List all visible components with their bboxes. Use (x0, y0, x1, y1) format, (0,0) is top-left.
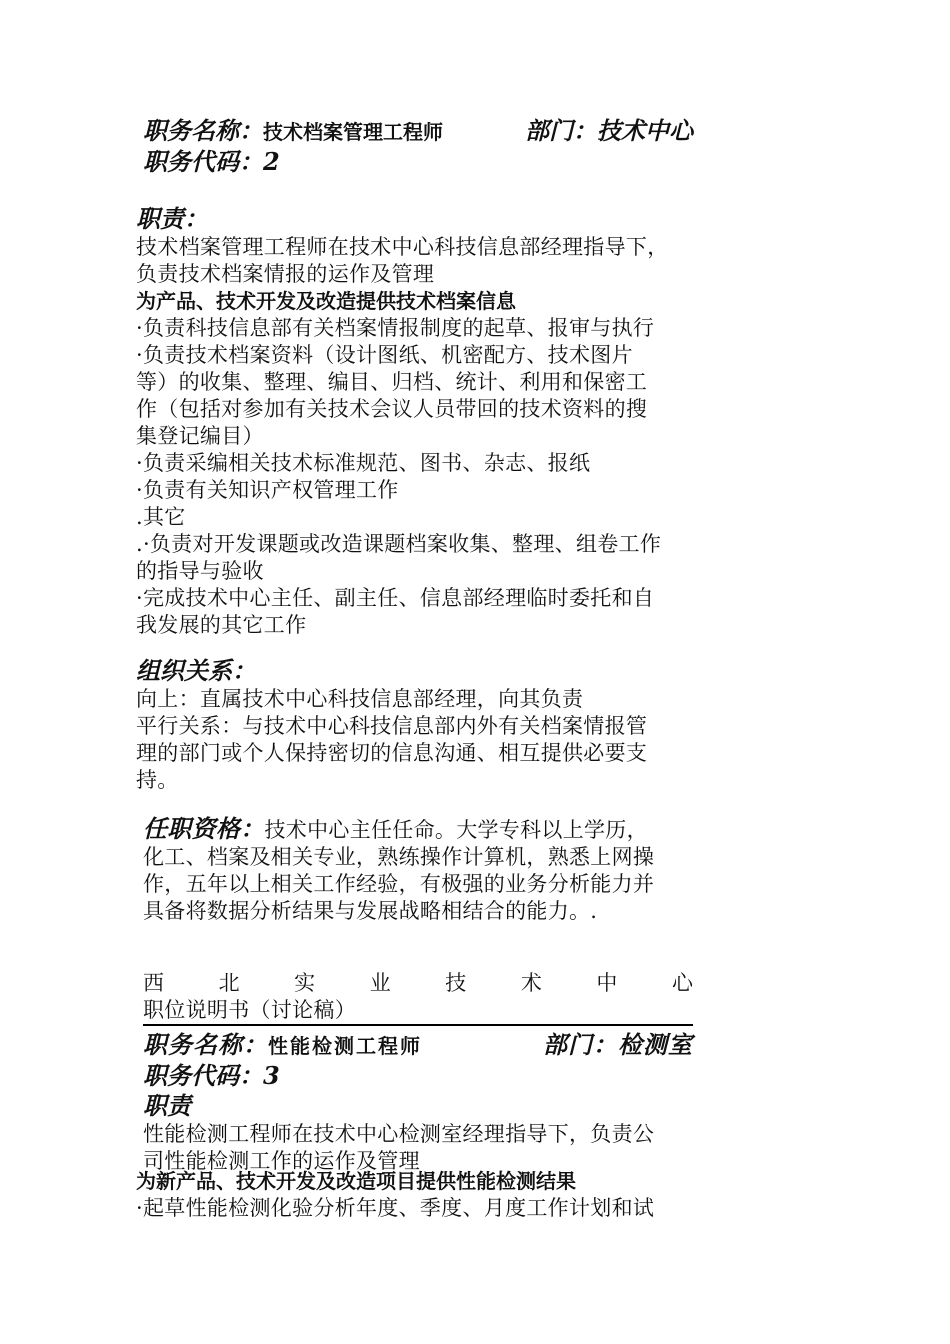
job2-code-label: 职务代码： (143, 1061, 263, 1090)
header-divider (143, 1024, 693, 1026)
job2-duties-intro-line: 性能检测工程师在技术中心检测室经理指导下，负责公 (143, 1122, 655, 1146)
company-char: 西 (143, 971, 164, 995)
job1-duties-section (136, 204, 696, 639)
job1-qual-line: 化工、档案及相关专业，熟练操作计算机，熟悉上网操 (143, 845, 655, 869)
job1-duty-line: 等）的收集、整理、编目、归档、统计、利用和保密工 (136, 370, 648, 394)
company-char: 北 (218, 971, 240, 995)
job1-duties-subhead: 为产品、技术开发及改造提供技术档案信息 (136, 289, 516, 313)
company-char: 术 (520, 971, 542, 995)
job2-dept-value: 检测室 (618, 1030, 693, 1059)
job1-duty-line: 作（包括对参加有关技术会议人员带回的技术资料的搜 (136, 397, 648, 421)
job2-code-row (143, 1061, 693, 1091)
job1-duties-heading: 职责： (136, 204, 208, 233)
company-char: 业 (369, 971, 391, 995)
job1-duty-line: 我发展的其它工作 (136, 613, 307, 637)
job1-title-value: 技术档案管理工程师 (263, 120, 443, 144)
company-header (143, 970, 693, 1024)
job2-duties-heading: 职责 (143, 1091, 191, 1120)
job1-qual-heading: 任职资格： (143, 814, 265, 843)
job1-duty-line: ·负责有关知识产权管理工作 (136, 478, 399, 502)
job2-code-value: 3 (263, 1061, 280, 1090)
job1-qual-line: 作，五年以上相关工作经验，有极强的业务分析能力并 (143, 872, 655, 896)
company-char: 心 (671, 971, 693, 995)
company-char: 中 (596, 971, 618, 995)
job1-org-section (136, 656, 696, 794)
job1-duty-line: ·负责采编相关技术标准规范、图书、杂志、报纸 (136, 451, 591, 475)
job1-title-row (143, 116, 693, 177)
job1-code-label: 职务代码： (143, 147, 263, 176)
job1-qual-line: 具备将数据分析结果与发展战略相结合的能力。. (143, 899, 598, 923)
job1-duty-line: .其它 (136, 505, 186, 529)
job1-org-line: 持。 (136, 768, 179, 792)
job1-org-line: 平行关系：与技术中心科技信息部内外有关档案情报管 (136, 714, 648, 738)
job1-title-label: 职务名称： (143, 116, 263, 145)
job2-duties-intro-line: 司性能检测工作的运作及管理 (143, 1149, 420, 1173)
job1-code-value: 2 (263, 147, 280, 176)
job2-duties-section (136, 1168, 696, 1222)
job1-duty-line: .·负责对开发课题或改造课题档案收集、整理、组卷工作 (136, 532, 662, 556)
job2-duty-line: ·起草性能检测化验分析年度、季度、月度工作计划和试 (136, 1196, 655, 1220)
job2-title-row (143, 1030, 693, 1175)
job1-duty-line: ·负责科技信息部有关档案情报制度的起草、报审与执行 (136, 316, 655, 340)
job1-duty-line: 集登记编目） (136, 424, 264, 448)
job2-duties-subhead: 为新产品、技术开发及改造项目提供性能检测结果 (136, 1169, 576, 1193)
job1-qual-section (143, 814, 703, 925)
job1-org-heading: 组织关系： (136, 656, 256, 685)
job1-duties-intro-line: 技术档案管理工程师在技术中心科技信息部经理指导下， (136, 235, 669, 259)
job1-code-row (143, 147, 693, 177)
job1-org-line: 向上：直属技术中心科技信息部经理，向其负责 (136, 687, 584, 711)
job1-dept-value: 技术中心 (597, 116, 693, 145)
job1-duties-intro-line: 负责技术档案情报的运作及管理 (136, 262, 435, 286)
job1-duty-line: 的指导与验收 (136, 559, 264, 583)
job1-duty-line: ·完成技术中心主任、副主任、信息部经理临时委托和自 (136, 586, 655, 610)
job1-dept-label: 部门： (525, 116, 597, 145)
company-name (143, 970, 693, 997)
company-char: 技 (445, 971, 467, 995)
company-char: 实 (294, 971, 316, 995)
job1-duty-line: ·负责技术档案资料（设计图纸、机密配方、技术图片 (136, 343, 633, 367)
doc-title: 职位说明书（讨论稿） (143, 998, 356, 1022)
job2-title-label: 职务名称： (143, 1030, 268, 1059)
job1-qual-first-line: 技术中心主任任命。大学专科以上学历， (264, 818, 648, 842)
job2-dept-label: 部门： (543, 1030, 618, 1059)
job2-title-value: 性能检测工程师 (268, 1034, 422, 1058)
job1-org-line: 理的部门或个人保持密切的信息沟通、相互提供必要支 (136, 741, 648, 765)
